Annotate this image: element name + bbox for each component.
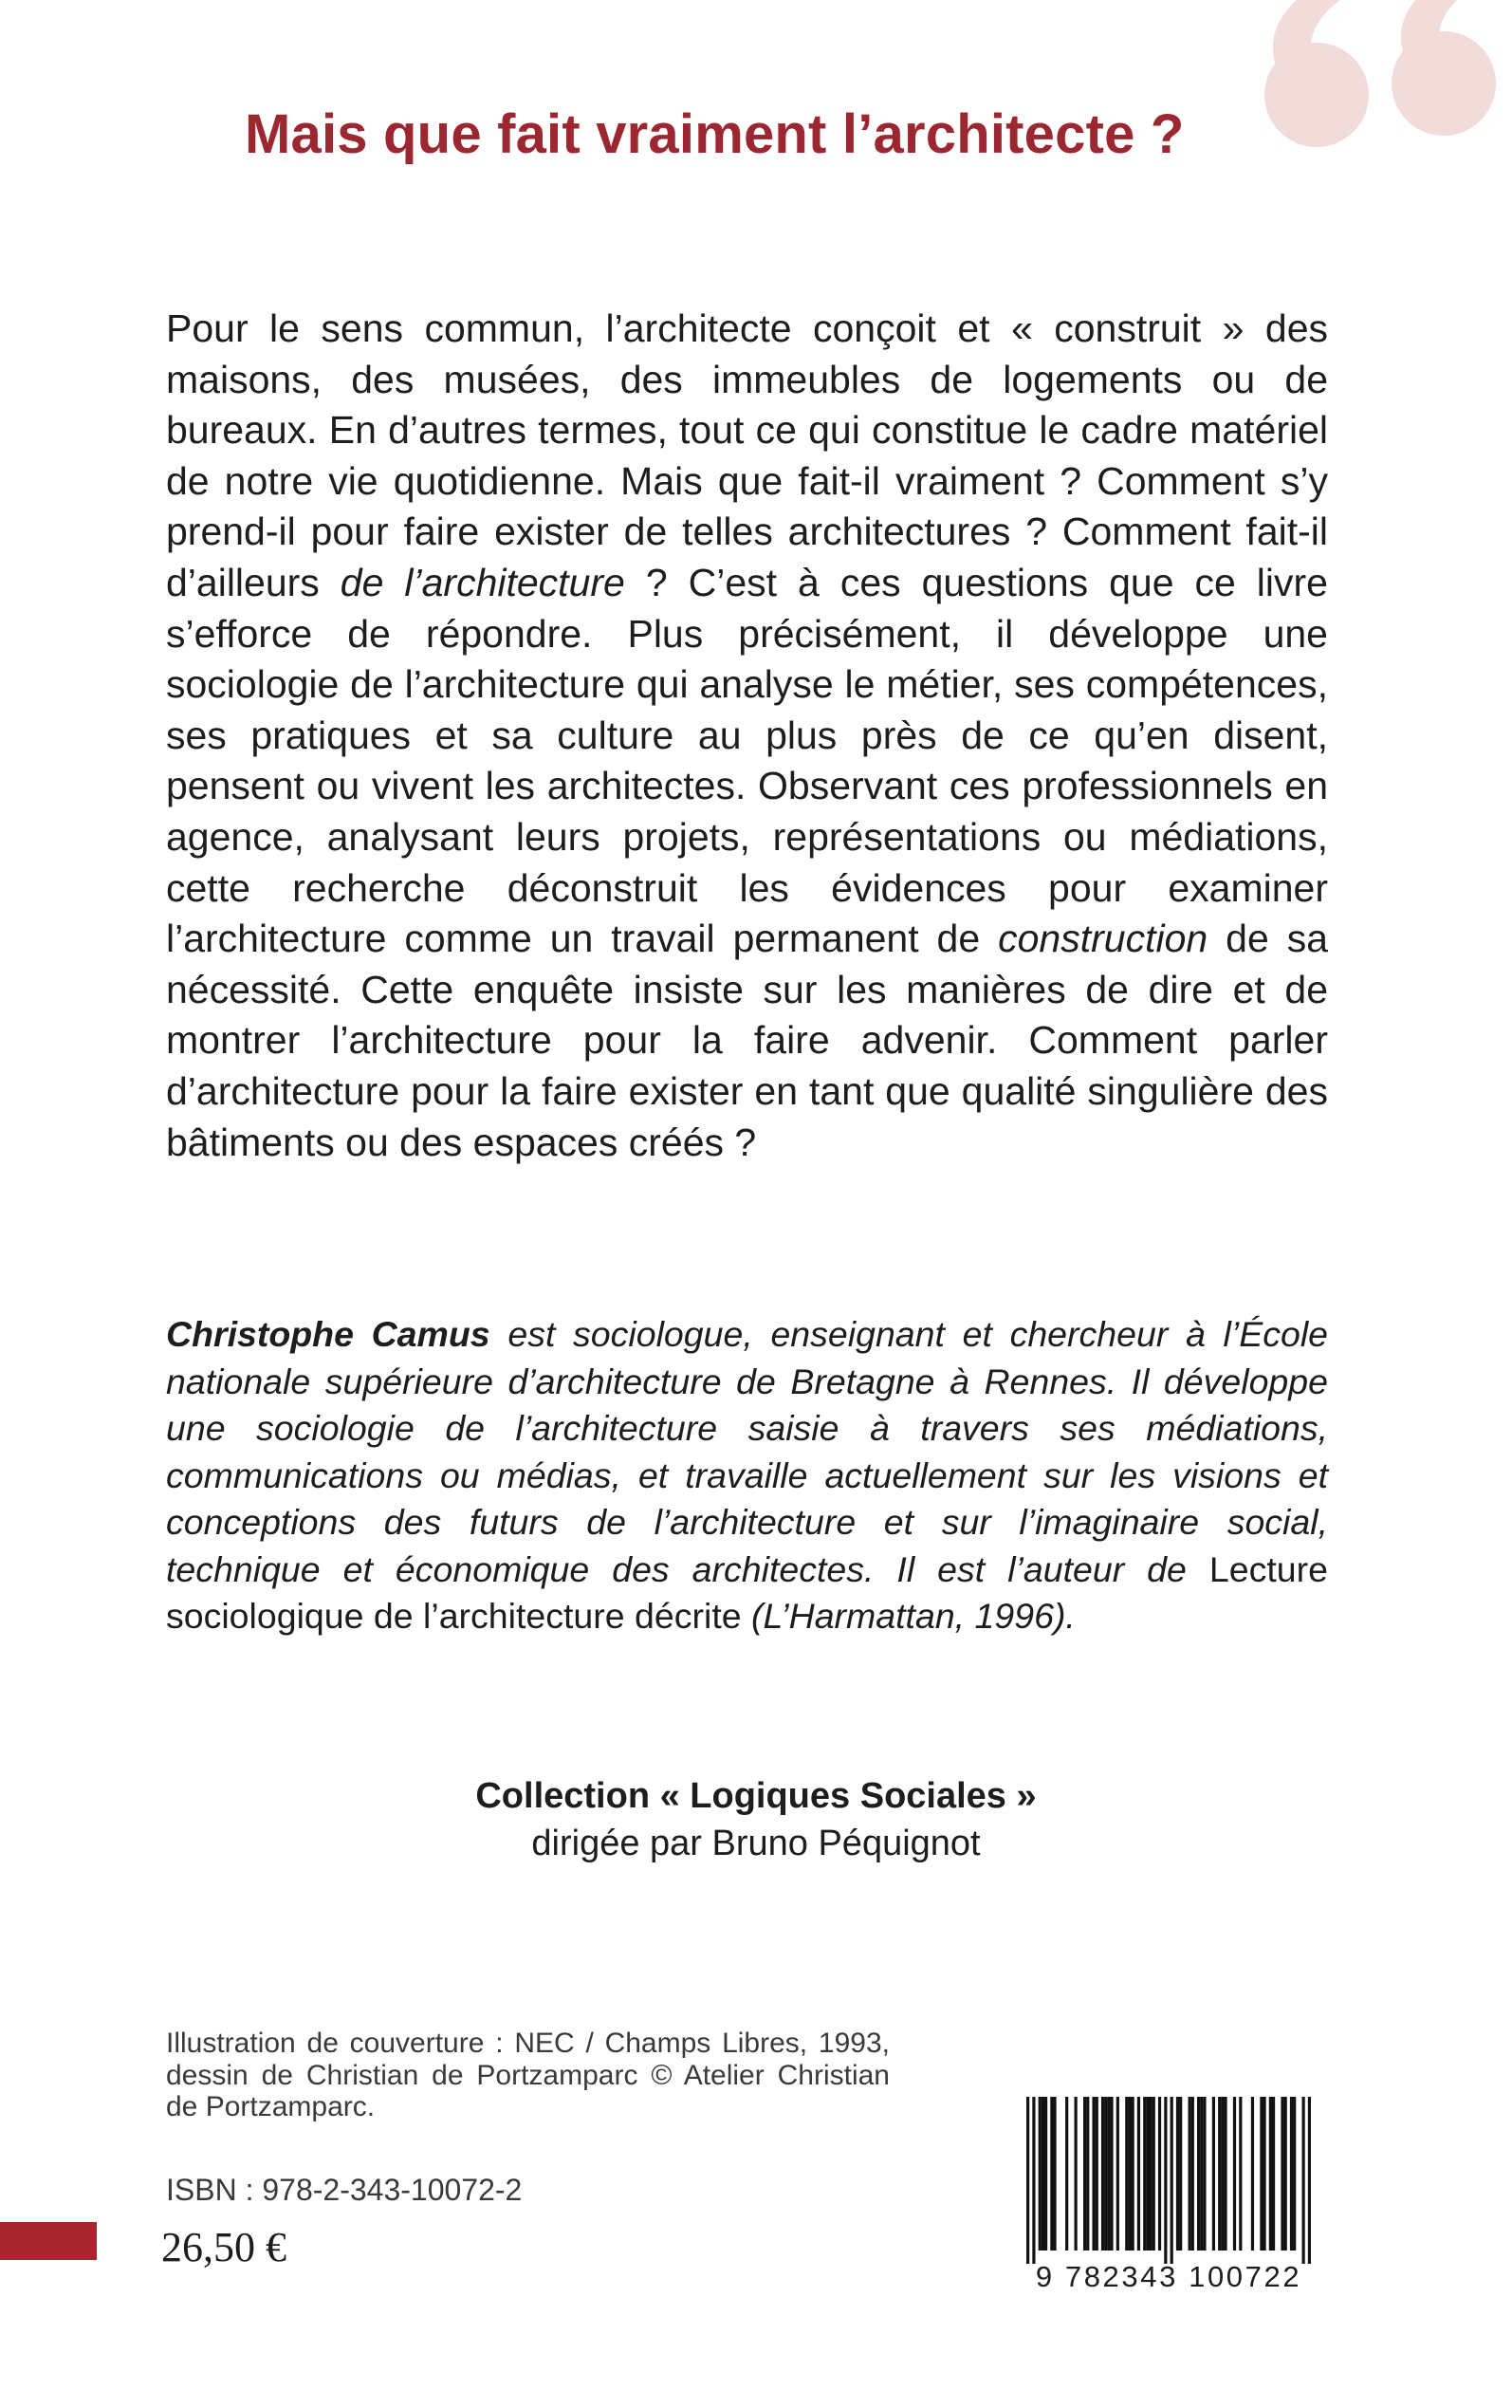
barcode-bar <box>1251 2097 1254 2251</box>
barcode-bar <box>1149 2097 1152 2251</box>
barcode-bar <box>1281 2097 1283 2251</box>
barcode-bar <box>1128 2097 1131 2251</box>
collection-info <box>0 1772 1512 1867</box>
barcode-bar <box>1125 2097 1128 2251</box>
cover-credits: Illustration de couverture : NEC / Champs Libres, 1993, dessin de Christian de Portzamparc © Atelier Christian de Portzamparc. <box>166 2028 890 2122</box>
summary-text: Pour le sens commun, l’architecte conçoit et « construit » des maisons, des musées, des immeubles de logements ou de bureaux. En d’autres termes, tout ce qui constitue le cadre matériel de notre vie quotidienne. Mais que fait-il vraiment ? Comment s’y prend-il pour faire exister de telles architectures ? Comment fait-il d’ailleurs <box>166 306 1328 604</box>
book-summary <box>166 304 1328 1168</box>
barcode-bar <box>1221 2097 1224 2251</box>
barcode-bar <box>1263 2097 1265 2251</box>
decorative-quote-mark-icon <box>1224 0 1508 171</box>
barcode-bar <box>1269 2097 1272 2251</box>
barcode-bar <box>1233 2097 1236 2251</box>
barcode-bar <box>1110 2097 1113 2251</box>
summary-text: de sa nécessité. Cette enquête insiste sur les manières de dire et de montrer l’architecture pour la faire advenir. Comment parler d’architecture pour la faire exister en tant que qualité singulière des bâtiments ou des espaces créés ? <box>166 917 1328 1164</box>
barcode-bar <box>1197 2097 1200 2251</box>
barcode <box>1026 2097 1311 2264</box>
barcode-bar <box>1146 2097 1149 2251</box>
barcode-bar <box>1284 2097 1287 2251</box>
collection-director: dirigée par Bruno Péquignot <box>531 1824 981 1863</box>
barcode-bar <box>1164 2097 1167 2264</box>
author-book-publisher: (L’Harmattan, 1996). <box>741 1596 1076 1636</box>
barcode-bar <box>1212 2097 1215 2251</box>
summary-emphasis: construction <box>998 917 1208 961</box>
barcode-bar <box>1308 2097 1311 2264</box>
barcode-bar <box>1203 2097 1206 2251</box>
barcode-bar <box>1137 2097 1140 2251</box>
summary-emphasis: de l’architecture <box>340 560 625 604</box>
barcode-bar <box>1272 2097 1275 2251</box>
barcode-bar <box>1053 2097 1056 2251</box>
author-bio <box>166 1311 1328 1640</box>
barcode-bar <box>1050 2097 1053 2251</box>
barcode-bar <box>1026 2097 1029 2264</box>
barcode-bar <box>1302 2097 1305 2264</box>
author-name: Christophe Camus <box>166 1314 490 1354</box>
barcode-bar <box>1171 2097 1173 2264</box>
barcode-bar <box>1239 2097 1242 2251</box>
page-title: Mais que fait vraiment l’architecte ? <box>245 103 1185 165</box>
barcode-bar <box>1092 2097 1095 2251</box>
barcode-bar <box>1044 2097 1047 2251</box>
barcode-bar <box>1191 2097 1194 2251</box>
barcode-bar <box>1224 2097 1226 2251</box>
barcode-digits: 9 782343 100722 <box>1035 2260 1302 2293</box>
barcode-bar <box>1116 2097 1119 2251</box>
barcode-bar <box>1086 2097 1089 2251</box>
barcode-bar <box>1096 2097 1098 2251</box>
red-edge-tab <box>0 2222 97 2260</box>
barcode-bar <box>1042 2097 1044 2251</box>
price: 26,50 € <box>161 2224 286 2270</box>
barcode-bar <box>1032 2097 1035 2264</box>
barcode-bar <box>1290 2097 1293 2251</box>
author-book-title: Lecture sociologique de l’architecture décrite <box>166 1548 1328 1636</box>
barcode-bar <box>1152 2097 1155 2251</box>
barcode-bar <box>1260 2097 1263 2251</box>
barcode-bar <box>1132 2097 1134 2251</box>
barcode-bar <box>1158 2097 1161 2251</box>
barcode-bar <box>1293 2097 1296 2251</box>
barcode-bar <box>1083 2097 1086 2251</box>
barcode-bar <box>1039 2097 1042 2251</box>
barcode-bar <box>1176 2097 1179 2251</box>
barcode-bar <box>1218 2097 1221 2251</box>
collection-name: Collection « Logiques Sociales » <box>475 1776 1037 1816</box>
barcode-bar <box>1075 2097 1078 2251</box>
barcode-bar <box>1179 2097 1182 2251</box>
author-bio-text: est sociologue, enseignant et chercheur à l’École nationale supérieure d’architecture de Bretagne à Rennes. Il développe une sociologie de l’architecture saisie à travers ses médiations, communications ou médias, et travaille actuellement sur les visions et conceptions des futurs de l’architecture et sur l’imaginaire social, technique et économique des architectes. Il est l’auteur de <box>166 1314 1329 1589</box>
barcode-bar <box>1107 2097 1110 2251</box>
barcode-bar <box>1200 2097 1203 2251</box>
barcode-bar <box>1189 2097 1191 2251</box>
barcode-bar <box>1101 2097 1104 2251</box>
barcode-bar <box>1104 2097 1107 2251</box>
barcode-bar <box>1143 2097 1146 2251</box>
barcode-bar <box>1065 2097 1068 2251</box>
summary-text: ? C’est à ces questions que ce livre s’efforce de répondre. Plus précisément, il développe une sociologie de l’architecture qui analyse le métier, ses compétences, ses pratiques et sa culture au plus près de ce qu’en disent, pensent ou vivent les architectes. Observant ces professionnels en agence, analysant leurs projets, représentations ou médiations, cette recherche déconstruit les évidences pour examiner l’architecture comme un travail permanent de <box>166 560 1328 961</box>
isbn: ISBN : 978-2-343-10072-2 <box>166 2173 523 2207</box>
